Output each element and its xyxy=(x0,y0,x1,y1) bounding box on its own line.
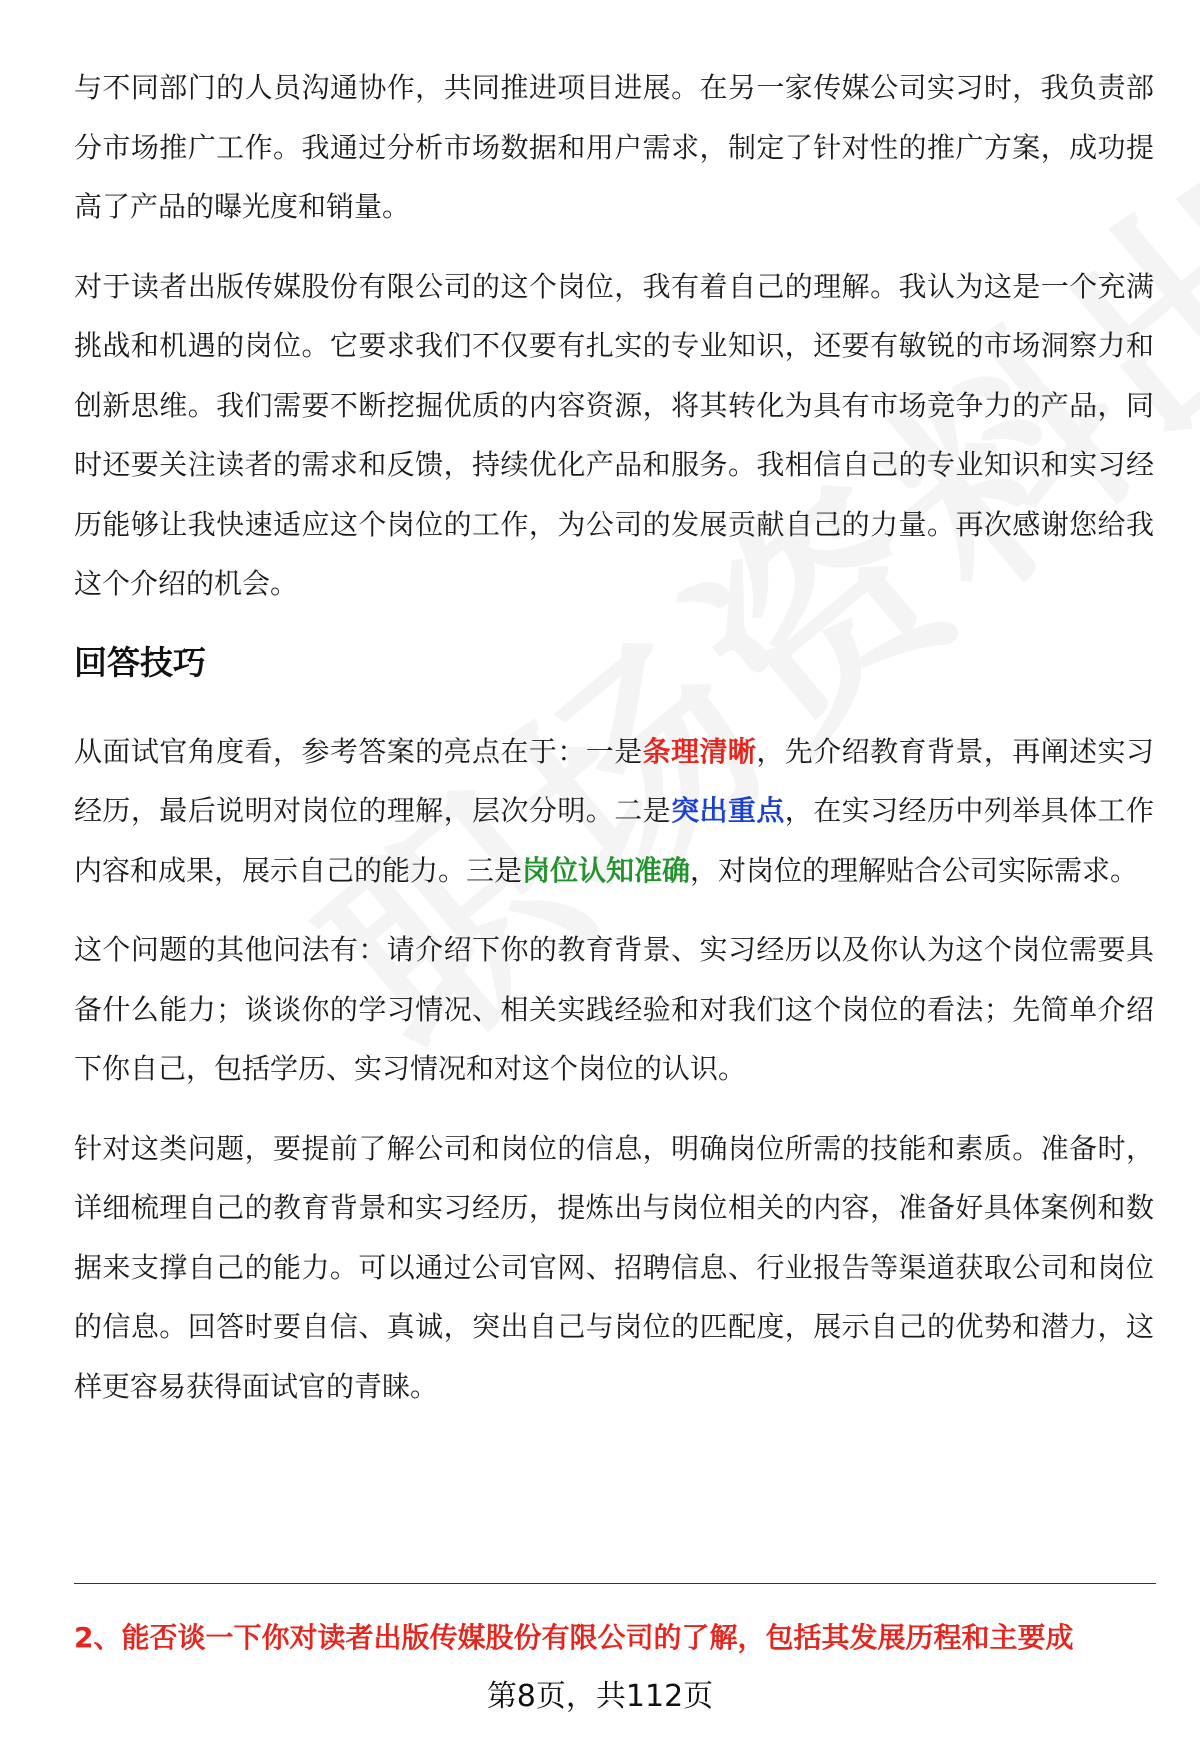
highlight-role-understanding: 岗位认知准确 xyxy=(522,853,691,887)
tips-paragraph-preparation: 针对这类问题，要提前了解公司和岗位的信息，明确岗位所需的技能和素质。准备时，详细梳理自己的教育背景和实习经历，提炼出与岗位相关的内容，准备好具体案例和数据来支撑自己的能力。可以通过公司官网、招聘信息、行业报告等渠道获取公司和岗位的信息。回答时要自信、真诚，突出自己与岗位的匹配度，展示自己的优势和潜力，这样更容易获得面试官的青睐。 xyxy=(74,1131,1154,1403)
section-divider xyxy=(74,1583,1156,1584)
body-paragraph-1: 与不同部门的人员沟通协作，共同推进项目进展。在另一家传媒公司实习时，我负责部分市场推广工作。我通过分析市场数据和用户需求，制定了针对性的推广方案，成功提高了产品的曝光度和销量。 xyxy=(74,71,1154,223)
tips-text-1: 从面试官角度看，参考答案的亮点在于：一是 xyxy=(74,734,643,768)
next-question-title: 2、能否谈一下你对读者出版传媒股份有限公司的了解，包括其发展历程和主要成 xyxy=(74,1621,1074,1654)
tips-paragraph-highlights xyxy=(74,722,1154,901)
body-paragraph-2: 对于读者出版传媒股份有限公司的这个岗位，我有着自己的理解。我认为这是一个充满挑战和机遇的岗位。它要求我们不仅要有扎实的专业知识，还要有敏锐的市场洞察力和创新思维。我们需要不断挖掘优质的内容资源，将其转化为具有市场竞争力的产品，同时还要关注读者的需求和反馈，持续优化产品和服务。我相信自己的专业知识和实习经历能够让我快速适应这个岗位的工作，为公司的发展贡献自己的力量。再次感谢您给我这个介绍的机会。 xyxy=(74,269,1154,600)
section-heading: 回答技巧 xyxy=(74,642,206,682)
tips-text-2: ，先介绍教育背景，再阐述实习经历，最后说明对岗位的理解，层次分明。二是 xyxy=(74,734,1154,827)
highlight-organized: 条理清晰 xyxy=(642,734,757,768)
page-content xyxy=(74,58,1154,1416)
highlight-key-points: 突出重点 xyxy=(671,794,785,827)
tips-text-3: ，在实习经历中列举具体工作内容和成果，展示自己的能力。三是 xyxy=(74,794,1154,887)
tips-text-4: ，对岗位的理解贴合公司实际需求。 xyxy=(690,853,1139,887)
page-number: 第8页，共112页 xyxy=(486,1679,714,1714)
tips-paragraph-alternatives: 这个问题的其他问法有：请介绍下你的教育背景、实习经历以及你认为这个岗位需要具备什么能力；谈谈你的学习情况、相关实践经验和对我们这个岗位的看法；先简单介绍下你自己，包括学历、实习情况和对这个岗位的认识。 xyxy=(74,933,1154,1085)
